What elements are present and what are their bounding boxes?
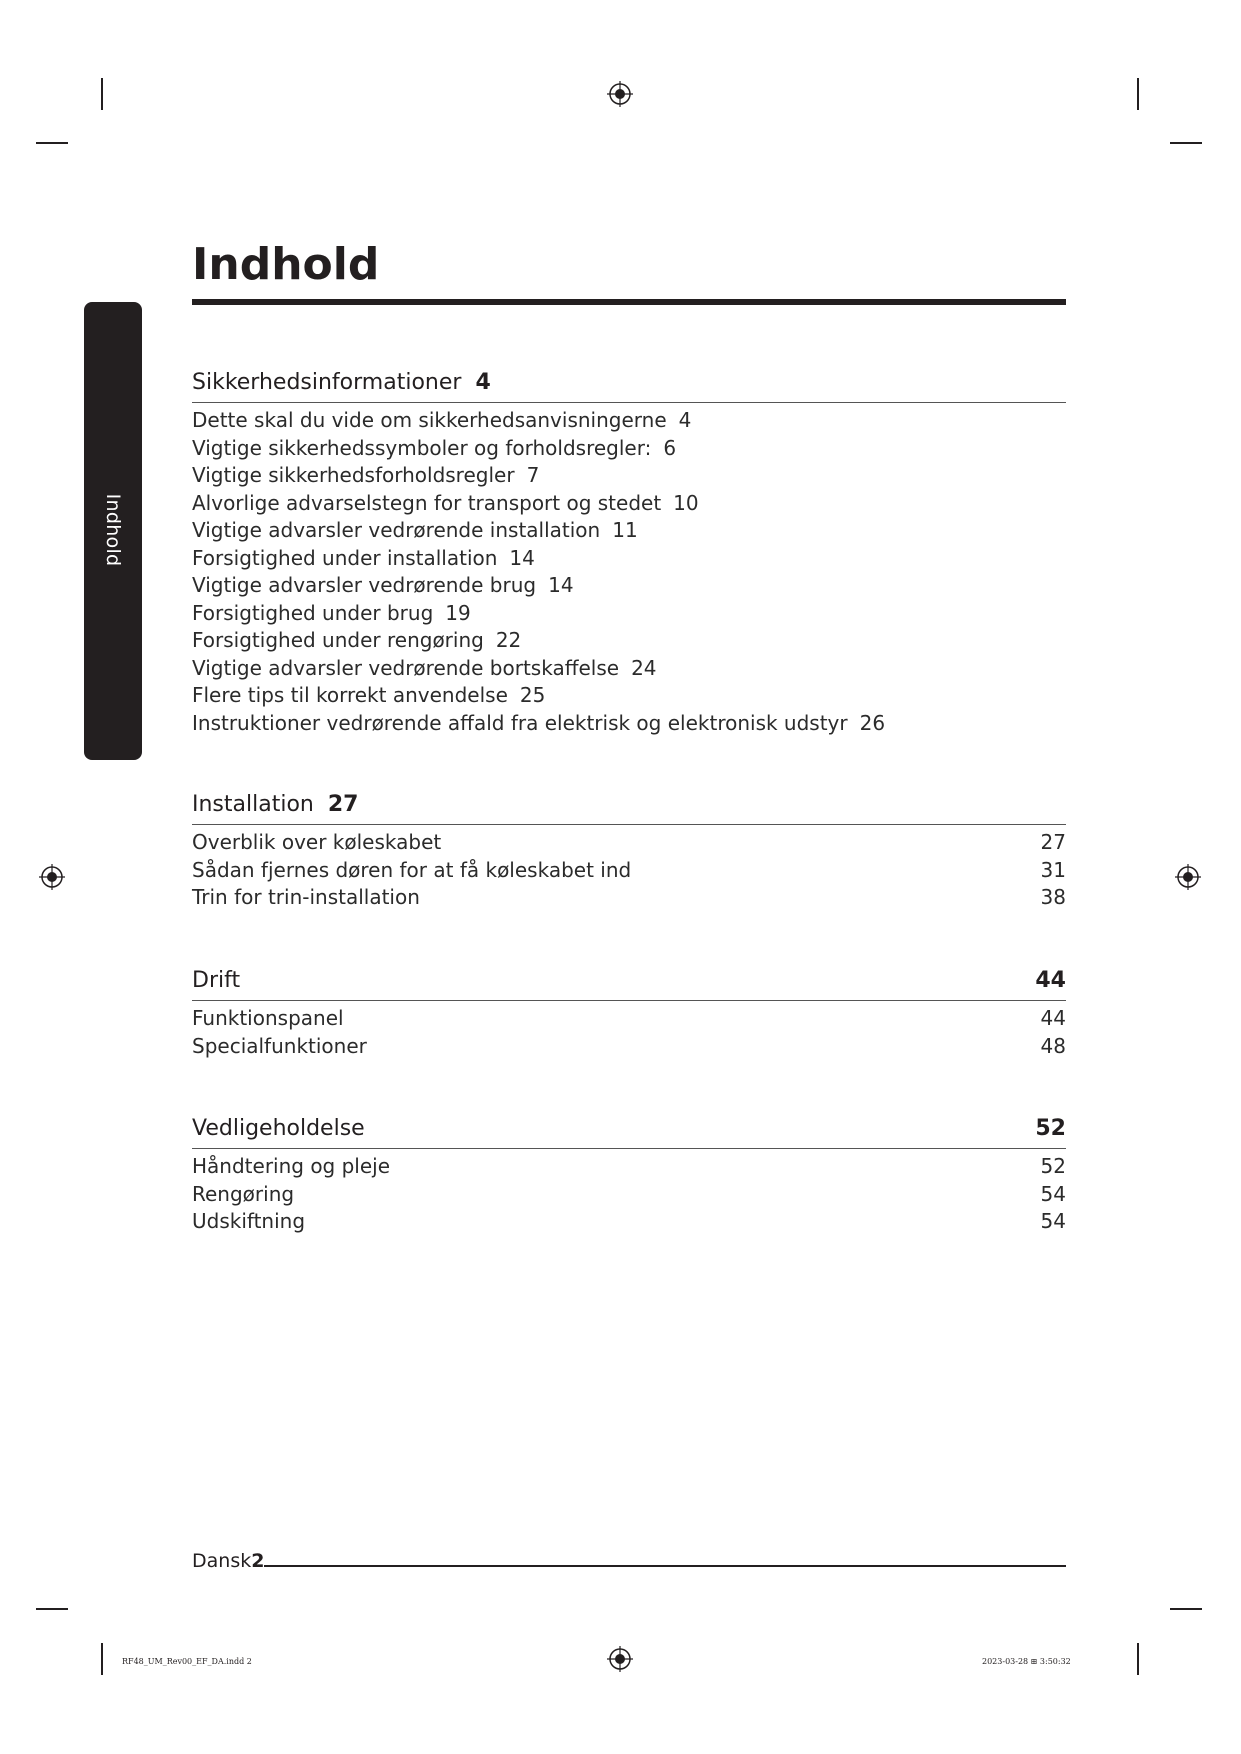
toc-entry[interactable]: Forsigtighed under brug 19 bbox=[192, 600, 471, 625]
toc-section-maintenance bbox=[192, 1114, 1066, 1236]
section-title-link[interactable]: Drift bbox=[192, 968, 241, 993]
title-rule bbox=[192, 299, 1066, 305]
toc-entry[interactable]: Vigtige advarsler vedrørende bortskaffelse 24 bbox=[192, 655, 657, 680]
registration-mark-left-icon bbox=[39, 864, 65, 890]
toc-entry[interactable]: Rengøring 54 bbox=[192, 1181, 1066, 1206]
section-title-link[interactable]: Sikkerhedsinformationer 4 bbox=[192, 370, 491, 395]
section-header bbox=[192, 1114, 1066, 1149]
crop-mark-bottom-left-horizontal bbox=[36, 1608, 68, 1610]
section-title-link[interactable]: Vedligeholdelse bbox=[192, 1116, 365, 1141]
toc-entry[interactable]: Instruktioner vedrørende affald fra elektrisk og elektronisk udstyr 26 bbox=[192, 710, 886, 735]
toc-entry[interactable]: Udskiftning 54 bbox=[192, 1209, 1066, 1233]
crop-mark-top-left-horizontal bbox=[36, 142, 68, 144]
footer-rule bbox=[264, 1565, 1066, 1567]
section-page: 44 bbox=[1035, 968, 1066, 993]
toc-entry[interactable]: Vigtige sikkerhedsforholdsregler 7 bbox=[192, 463, 540, 487]
crop-mark-bottom-right-horizontal bbox=[1170, 1608, 1202, 1610]
toc-entry[interactable]: Dette skal du vide om sikkerhedsanvisningerne 4 bbox=[192, 408, 692, 432]
registration-mark-right-icon bbox=[1175, 864, 1201, 890]
page-title: Indhold bbox=[192, 239, 380, 290]
print-slug-timestamp: 2023-03-28 ⊞ 3:50:32 bbox=[982, 1657, 1071, 1666]
toc-entry[interactable]: Vigtige advarsler vedrørende brug 14 bbox=[192, 573, 574, 597]
toc-entry[interactable]: Forsigtighed under installation 14 bbox=[192, 545, 535, 570]
section-header bbox=[192, 966, 1066, 1001]
toc-entry[interactable]: Trin for trin-installation 38 bbox=[192, 885, 1066, 909]
toc-entry[interactable]: Flere tips til korrekt anvendelse 25 bbox=[192, 683, 546, 707]
toc-entry[interactable]: Vigtige sikkerhedssymboler og forholdsregler: 6 bbox=[192, 435, 677, 460]
page-footer bbox=[192, 1549, 264, 1573]
toc-entry[interactable]: Funktionspanel 44 bbox=[192, 1006, 1066, 1030]
section-page: 52 bbox=[1035, 1116, 1066, 1141]
crop-mark-top-right-horizontal bbox=[1170, 142, 1202, 144]
toc-entry[interactable]: Vigtige advarsler vedrørende installation 11 bbox=[192, 518, 638, 542]
section-header bbox=[192, 368, 1066, 403]
side-tab-label: Indhold bbox=[102, 493, 124, 567]
crop-mark-top-left-vertical bbox=[101, 78, 103, 110]
section-page: 27 bbox=[327, 792, 359, 817]
toc-entry[interactable]: Forsigtighed under rengøring 22 bbox=[192, 628, 522, 652]
footer-language: Dansk bbox=[192, 1550, 252, 1572]
section-page: 4 bbox=[475, 370, 491, 395]
toc-entry[interactable]: Sådan fjernes døren for at få køleskabet ind 31 bbox=[192, 857, 1066, 882]
toc-entry[interactable]: Håndtering og pleje 52 bbox=[192, 1154, 1066, 1178]
toc-entry[interactable]: Alvorlige advarselstegn for transport og stedet 10 bbox=[192, 490, 699, 515]
toc-entry[interactable]: Specialfunktioner 48 bbox=[192, 1033, 1066, 1058]
toc-section-installation bbox=[192, 790, 1066, 912]
section-title-link[interactable]: Installation 27 bbox=[192, 792, 359, 817]
print-slug-file: RF48_UM_Rev00_EF_DA.indd 2 bbox=[122, 1657, 252, 1666]
crop-mark-bottom-left-vertical bbox=[101, 1643, 103, 1675]
footer-page-number: 2 bbox=[251, 1550, 265, 1572]
toc-section-operation bbox=[192, 966, 1066, 1060]
toc-entry[interactable]: Overblik over køleskabet 27 bbox=[192, 830, 1066, 854]
crop-mark-top-right-vertical bbox=[1137, 78, 1139, 110]
crop-mark-bottom-right-vertical bbox=[1137, 1643, 1139, 1675]
section-header bbox=[192, 790, 1066, 825]
side-tab bbox=[84, 302, 142, 760]
toc-section-safety bbox=[192, 368, 1066, 737]
registration-mark-bottom-icon bbox=[607, 1646, 633, 1672]
registration-mark-top-icon bbox=[607, 81, 633, 107]
